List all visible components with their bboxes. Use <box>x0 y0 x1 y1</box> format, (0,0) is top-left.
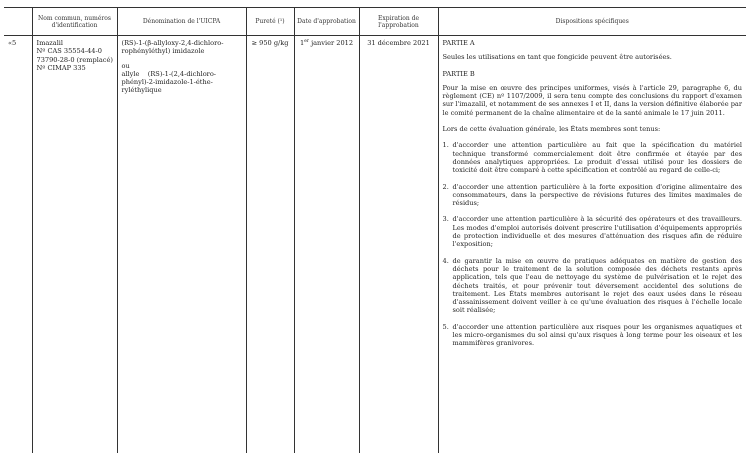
cimap-number: Nº CIMAP 335 <box>36 63 86 72</box>
iupac-or: ou <box>121 61 130 70</box>
cell-iupac-name <box>117 36 246 454</box>
cell-approval-date <box>294 36 359 454</box>
header-specific-provisions: Dispositions spécifiques <box>438 8 746 36</box>
table-header-row <box>4 8 746 36</box>
header-iupac-name: Dénomination de l'UICPA <box>117 8 246 36</box>
part-a-title: PARTIE A <box>442 39 475 47</box>
active-substance-table <box>4 7 746 453</box>
obligations-list <box>443 141 743 347</box>
cas-number: Nº CAS 35554-44-0 <box>36 47 102 56</box>
part-a-text: Seules les utilisations en tant que fongicide peuvent être autorisées. <box>442 53 672 62</box>
list-item: 3. d'accorder une attention particulière à la sécurité des opérateurs et des travailleurs. Les modes d'emploi autorisés doivent prescrire l'utilisation d'équipements appropriés de protection individuelle et des mesures d'atténuation des risques afin de réduire l'exposition; <box>442 215 742 249</box>
header-purity: Pureté (¹) <box>246 8 294 36</box>
cell-number <box>4 36 32 454</box>
list-item: 4. de garantir la mise en œuvre de pratiques adéquates en matière de gestion des déchets pour le traitement de la solution composée des déchets restants après application, tels que l'eau de nettoyage du système de pulvérisation et le rejet des déchets traités, et pour prévenir tout déversement accidentel des solutions de traitement. Les États membres autorisant le rejet des eaux usées dans le réseau d'assainissement doivent veiller à ce qu'une évaluation des risques à l'échelle locale soit réalisée; <box>442 256 742 315</box>
part-b-lead: Lors de cette évaluation générale, les États membres sont tenus: <box>442 125 661 134</box>
expiry-date: 31 décembre 2021 <box>367 39 430 47</box>
entry-number: «5 <box>8 39 17 47</box>
cell-specific-provisions <box>438 36 746 454</box>
list-item: 2. d'accorder une attention particulière à la forte exposition d'origine alimentaire des consommateurs, dans la perspective de révisions futures des limites maximales de résidus; <box>442 182 742 208</box>
iupac-name-line-2: rophényléthyl) imidazole <box>121 47 205 56</box>
part-b-title: PARTIE B <box>442 69 475 78</box>
list-item: 5. d'accorder une attention particulière aux risques pour les organismes aquatiques et les micro-organismes du sol ainsi qu'aux risques à long terme pour les oiseaux et les mammifères granivores. <box>442 322 742 348</box>
purity-value: ≥ 950 g/kg <box>251 39 289 47</box>
iupac-name-line-5: ryléthylique <box>121 86 162 95</box>
header-approval-date: Date d'approbation <box>294 8 359 36</box>
table-row <box>4 36 746 454</box>
iupac-name-line-1: (RS)-1-(β-allyloxy-2,4-dichloro- <box>121 39 224 47</box>
cell-expiry-date <box>359 36 438 454</box>
header-number <box>4 8 32 36</box>
iupac-name-line-4: phényl)-2-imidazole-1-éthe- <box>121 78 213 87</box>
substance-name: Imazalil <box>36 39 64 47</box>
header-expiry-date: Expiration de l'approbation <box>359 8 438 36</box>
list-item: 1. d'accorder une attention particulière au fait que la spécification du matériel technique transformé commercialement doit être confirmée et étayée par des données analytiques appropriées. Le produit d'essai utilisé pour les dossiers de toxicité doit être comparé à cette spécification et contrôlé au regard de celle-ci; <box>442 141 742 175</box>
cell-common-name <box>32 36 117 454</box>
cell-purity <box>246 36 294 454</box>
cas-number-replaced: 73790-28-0 (remplacé) <box>36 55 113 64</box>
approval-date: 1er janvier 2012 <box>299 38 354 47</box>
iupac-name-line-3: allyle (RS)-1-(2,4-dichloro- <box>121 69 217 78</box>
header-common-name: Nom commun, numéros d'identification <box>32 8 117 36</box>
part-b-intro: Pour la mise en œuvre des principes uniformes, visés à l'article 29, paragraphe 6, du règlement (CE) nº 1107/2009, il sera tenu compte des conclusions du rapport d'examen sur l'imazalil, et notamment de ses annexes I et II, dans la version définitive élaborée par le comité permanent de la chaîne alimentaire et de la santé animale le 17 juin 2011. <box>442 83 742 117</box>
